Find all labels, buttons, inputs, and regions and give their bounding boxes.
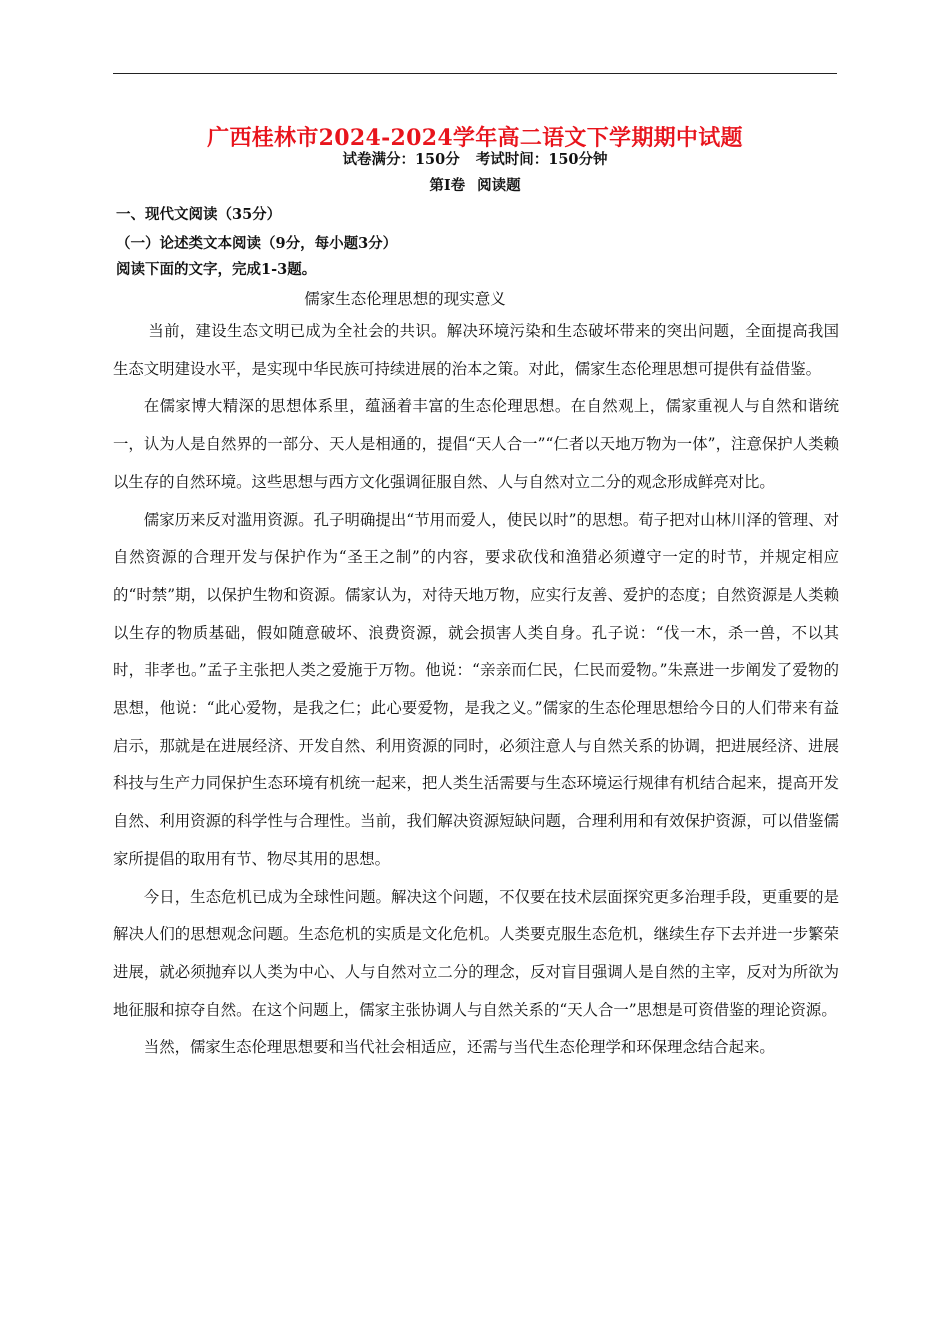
section-heading: 一、现代文阅读（35分） [116,206,282,223]
article-paragraph: 儒家历来反对滥用资源。孔子明确提出“节用而爱人，使民以时”的思想。荀子把对山林川泽的管理、对自然资源的合理开发与保护作为“圣王之制”的内容，要求砍伐和渔猎必须遵守一定的时节，并规定相应的“时禁”期，以保护生物和资源。儒家认为，对待天地万物，应实行友善、爱护的态度；自然资源是人类赖以生存的物质基础，假如随意破坏、浪费资源，就会损害人类自身。孔子说：“伐一木，杀一兽，不以其时，非孝也。”孟子主张把人类之爱施于万物。他说：“亲亲而仁民，仁民而爱物。”朱熹进一步阐发了爱物的思想，他说：“此心爱物，是我之仁；此心要爱物，是我之义。”儒家的生态伦理思想给今日的人们带来有益启示，那就是在进展经济、开发自然、利用资源的同时，必须注意人与自然关系的协调，把进展经济、进展科技与生产力同保护生态环境有机统一起来，把人类生活需要与生态环境运行规律有机结合起来，提高开发自然、利用资源的科学性与合理性。当前，我们解决资源短缺问题，合理利用和有效保护资源，可以借鉴儒家所提倡的取用有节、物尽其用的思想。 [113,510,839,868]
document-title: 广西桂林市2024-2024学年高二语文下学期期中试题 [207,125,743,151]
exam-meta [0,148,950,169]
volume-number: 第Ⅰ卷 [429,177,466,194]
exam-time: 考试时间：150分钟 [475,151,608,168]
article-body [113,313,839,1067]
article-paragraph: 今日，生态危机已成为全球性问题。解决这个问题，不仅要在技术层面探究更多治理手段，更重要的是解决人们的思想观念问题。生态危机的实质是文化危机。人类要克服生态危机，继续生存下去并进一步繁荣进展，就必须抛弃以人类为中心、人与自然对立二分的理念，反对盲目强调人是自然的主宰，反对为所欲为地征服和掠夺自然。在这个问题上，儒家主张协调人与自然关系的“天人合一”思想是可资借鉴的理论资源。 [113,887,839,1019]
article-paragraph: 在儒家博大精深的思想体系里，蕴涵着丰富的生态伦理思想。在自然观上，儒家重视人与自然和谐统一，认为人是自然界的一部分、天人是相通的，提倡“天人合一”“仁者以天地万物为一体”，注意保护人类赖以生存的自然环境。这些思想与西方文化强调征服自然、人与自然对立二分的观念形成鲜亮对比。 [113,397,839,491]
volume-heading [0,174,950,195]
instruction: 阅读下面的文字，完成1-3题。 [116,261,317,278]
article-paragraph: 当前，建设生态文明已成为全社会的共识。解决环境污染和生态破坏带来的突出问题，全面提高我国生态文明建设水平，是实现中华民族可持续进展的治本之策。对此，儒家生态伦理思想可提供有益借鉴。 [113,322,839,378]
header-rule [113,73,837,74]
article-title: 儒家生态伦理思想的现实意义 [304,290,506,308]
article-paragraph: 当然，儒家生态伦理思想要和当代社会相适应，还需与当代生态伦理学和环保理念结合起来。 [143,1038,775,1057]
volume-name: 阅读题 [477,177,521,194]
exam-score: 试卷满分：150分 [342,151,460,168]
subsection-heading: （一）论述类文本阅读（9分，每小题3分） [116,235,398,252]
